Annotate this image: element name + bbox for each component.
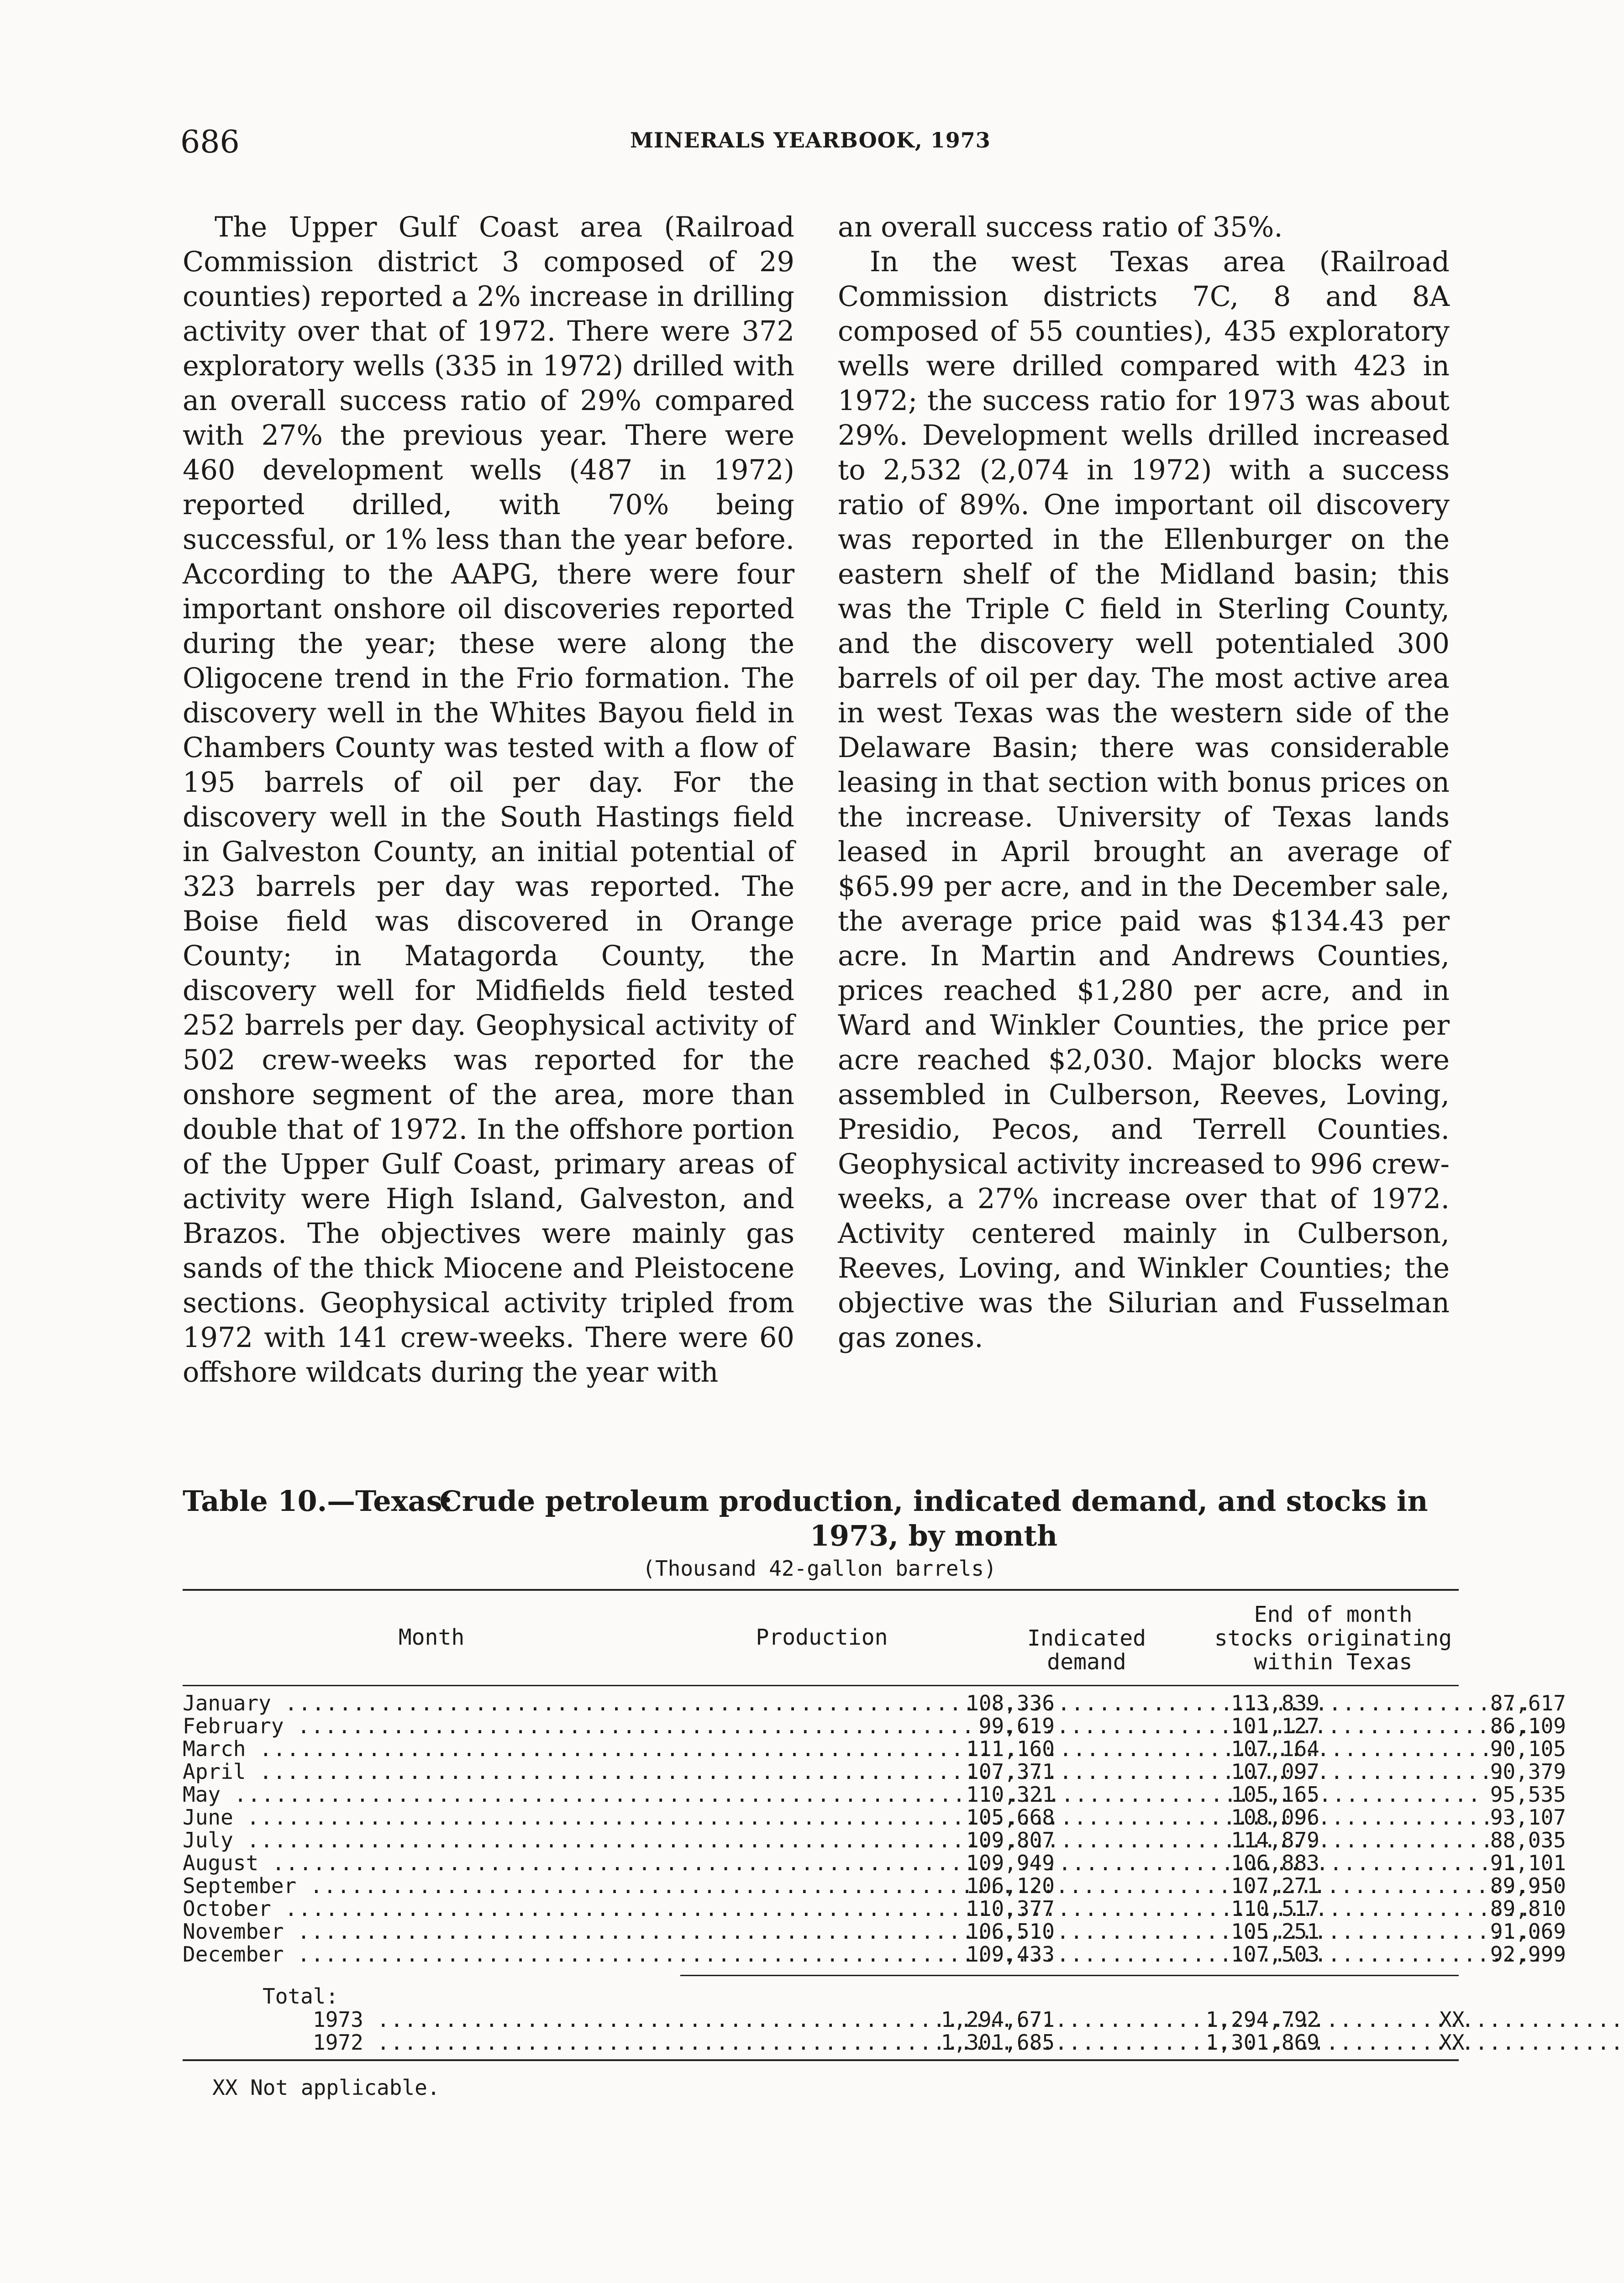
production-cell: 111,160 <box>966 1736 1055 1761</box>
paragraph-west-texas: In the west Texas area (Railroad Commission districts 7C, 8 and 8A composed of 55 counties), 435 exploratory wells were drilled compared with 423 in 1972; the success ratio for 1973 was about 29%. Development wells drilled increased to 2,532 (2,074 in 1972) with a success ratio of 89%. One important oil discovery was reported in the Ellenburger on the eastern shelf of the Midland basin; this was the Triple C field in Sterling County, and the discovery well potentialed 300 barrels of oil per day. The most active area in west Texas was the western side of the Delaware Basin; there was considerable leasing in that section with bonus prices on the increase. University of Texas lands leased in April brought an average of $65.99 per acre, and in the December sale, the average price paid was $134.43 per acre. In Martin and Andrews Counties, prices reached $1,280 per acre, and in Ward and Winkler Counties, the price per acre reached $2,030. Major blocks were assembled in Culberson, Reeves, Loving, Presidio, Pecos, and Terrell Counties. Geophysical activity increased to 996 crew-weeks, a 27% increase over that of 1972. Activity centered mainly in Culberson, Reeves, Loving, and Winkler Counties; the objective was the Silurian and Fusselman gas zones. <box>838 246 1450 1354</box>
demand-cell: 105,251 <box>1231 1919 1319 1944</box>
year-cell: 1972 ..... <box>313 2031 680 2054</box>
stocks-cell: 86,109 <box>1490 1714 1566 1738</box>
production-cell: 106,120 <box>966 1873 1055 1898</box>
table-caption: Crude petroleum production, indicated demand, and stocks in 1973, by month <box>439 1484 1428 1552</box>
table-row <box>183 1896 1566 1921</box>
month-cell: March ..... <box>183 1737 680 1760</box>
demand-cell: 108,096 <box>1231 1805 1319 1830</box>
table-top-rule <box>183 1589 1459 1591</box>
month-cell: February ..... <box>183 1715 680 1737</box>
paragraph-continuation: an overall success ratio of 35%. <box>838 211 1283 243</box>
table-row <box>183 1942 1566 1967</box>
production-cell: 107,371 <box>966 1759 1055 1784</box>
demand-cell: 107,271 <box>1231 1873 1319 1898</box>
total-row <box>183 2030 1465 2055</box>
demand-cell: 110,517 <box>1231 1896 1319 1921</box>
stocks-cell: 88,035 <box>1490 1828 1566 1852</box>
stocks-cell: 90,379 <box>1490 1759 1566 1784</box>
table-label: Table 10.—Texas: <box>183 1484 453 1518</box>
table-footnote: XX Not applicable. <box>212 2075 440 2100</box>
table-body <box>183 1691 1566 1967</box>
month-cell: April ..... <box>183 1760 680 1783</box>
demand-cell: 106,883 <box>1231 1851 1319 1875</box>
month-cell: January ..... <box>183 1692 680 1715</box>
table-row <box>183 1805 1566 1830</box>
totals-rule <box>680 1975 1459 1976</box>
production-cell: 106,510 <box>966 1919 1055 1944</box>
production-cell: 1,294,671 <box>941 2007 1055 2032</box>
table-row <box>183 1919 1566 1944</box>
demand-cell: 107,097 <box>1231 1759 1319 1784</box>
stocks-cell: 92,999 <box>1490 1942 1566 1967</box>
demand-cell: 1,301,869 <box>1205 2030 1319 2055</box>
left-column <box>183 210 794 1390</box>
stocks-cell: 91,069 <box>1490 1919 1566 1944</box>
stocks-header-line2: stocks originating <box>1214 1625 1452 1651</box>
table-row <box>183 1759 1566 1784</box>
table-units: (Thousand 42-gallon barrels) <box>642 1556 997 1581</box>
production-cell: 99,619 <box>978 1714 1055 1738</box>
demand-cell: 107,503 <box>1231 1942 1319 1967</box>
column-header-month: Month <box>398 1625 465 1650</box>
right-column <box>838 210 1450 1355</box>
table-row <box>183 1828 1566 1852</box>
table-row <box>183 1873 1566 1898</box>
table-totals <box>183 2007 1465 2055</box>
month-cell: August ..... <box>183 1852 680 1874</box>
demand-cell: 114,879 <box>1231 1828 1319 1852</box>
production-cell: 110,321 <box>966 1782 1055 1807</box>
column-header-stocks <box>1205 1603 1461 1674</box>
column-header-production: Production <box>756 1625 888 1650</box>
month-cell: November ..... <box>183 1920 680 1943</box>
table-row <box>183 1691 1566 1715</box>
production-cell: 1,301,685 <box>941 2030 1055 2055</box>
production-cell: 108,336 <box>966 1691 1055 1715</box>
demand-cell: 101,127 <box>1231 1714 1319 1738</box>
stocks-header-line1: End of month <box>1254 1602 1413 1627</box>
month-cell: May ..... <box>183 1783 680 1806</box>
month-cell: December ..... <box>183 1943 680 1966</box>
table-bottom-rule <box>183 2059 1459 2061</box>
table-row <box>183 1782 1566 1807</box>
production-cell: 105,668 <box>966 1805 1055 1830</box>
table-header-rule <box>183 1685 1459 1686</box>
stocks-cell: 95,535 <box>1490 1782 1566 1807</box>
demand-cell: 113,839 <box>1231 1691 1319 1715</box>
stocks-cell: 93,107 <box>1490 1805 1566 1830</box>
total-row <box>183 2007 1465 2032</box>
running-title: MINERALS YEARBOOK, 1973 <box>630 128 991 153</box>
total-label: Total: <box>263 1984 339 2009</box>
stocks-cell: 87,617 <box>1490 1691 1566 1715</box>
table-title <box>183 1484 1456 1553</box>
demand-cell: 107,164 <box>1231 1736 1319 1761</box>
production-cell: 109,433 <box>966 1942 1055 1967</box>
production-cell: 109,807 <box>966 1828 1055 1852</box>
table-row <box>183 1736 1566 1761</box>
month-cell: June ..... <box>183 1806 680 1829</box>
production-cell: 110,377 <box>966 1896 1055 1921</box>
year-cell: 1973 ..... <box>313 2008 680 2031</box>
demand-cell: 105,165 <box>1231 1782 1319 1807</box>
stocks-cell: XX <box>1439 2007 1465 2032</box>
stocks-cell: 91,101 <box>1490 1851 1566 1875</box>
demand-cell: 1,294,792 <box>1205 2007 1319 2032</box>
demand-header-line1: Indicated <box>1027 1625 1146 1651</box>
stocks-header-line3: within Texas <box>1254 1649 1413 1675</box>
column-header-demand <box>991 1626 1183 1674</box>
paragraph-upper-gulf-coast: The Upper Gulf Coast area (Railroad Commission district 3 composed of 29 counties) reported a 2% increase in drilling activity over that of 1972. There were 372 exploratory wells (335 in 1972) drilled with an overall success ratio of 29% compared with 27% the previous year. There were 460 development wells (487 in 1972) reported drilled, with 70% being successful, or 1% less than the year before. According to the AAPG, there were four important onshore oil discoveries reported during the year; these were along the Oligocene trend in the Frio formation. The discovery well in the Whites Bayou field in Chambers County was tested with a flow of 195 barrels of oil per day. For the discovery well in the South Hastings field in Galveston County, an initial potential of 323 barrels per day was reported. The Boise field was discovered in Orange County; in Matagorda County, the discovery well for Midfields field tested 252 barrels per day. Geophysical activity of 502 crew-weeks was reported for the onshore segment of the area, more than double that of 1972. In the offshore portion of the Upper Gulf Coast, primary areas of activity were High Island, Galveston, and Brazos. The objectives were mainly gas sands of the thick Miocene and Pleistocene sections. Geophysical activity tripled from 1972 with 141 crew-weeks. There were 60 offshore wildcats during the year with <box>183 211 794 1389</box>
demand-header-line2: demand <box>1047 1649 1126 1675</box>
stocks-cell: 89,810 <box>1490 1896 1566 1921</box>
stocks-cell: XX <box>1439 2030 1465 2055</box>
table-row <box>183 1714 1566 1738</box>
month-cell: July ..... <box>183 1829 680 1852</box>
production-cell: 109,949 <box>966 1851 1055 1875</box>
stocks-cell: 90,105 <box>1490 1736 1566 1761</box>
stocks-cell: 89,950 <box>1490 1873 1566 1898</box>
month-cell: October ..... <box>183 1897 680 1920</box>
table-row <box>183 1851 1566 1875</box>
month-cell: September ..... <box>183 1874 680 1897</box>
page-number: 686 <box>180 124 240 160</box>
